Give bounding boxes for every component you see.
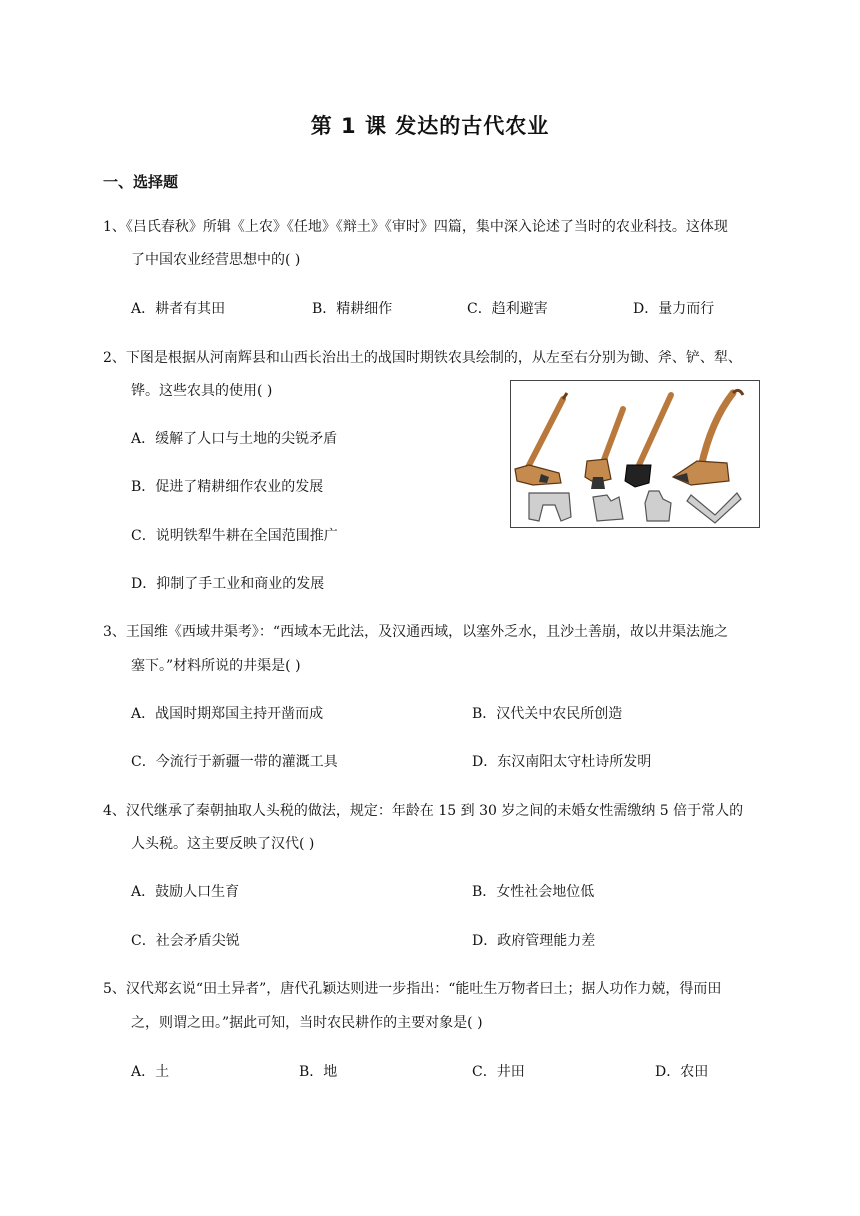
question-1-option-b: B．精耕细作	[312, 301, 393, 317]
question-3-option-b: B．汉代关中农民所创造	[472, 706, 623, 722]
question-1-option-d: D．量力而行	[633, 301, 715, 317]
iron-farm-tools-figure	[510, 380, 760, 528]
question-4-option-a: A．鼓励人口生育	[131, 884, 240, 900]
question-5-option-d: D．农田	[655, 1064, 709, 1080]
question-2-text-line-1: 2、下图是根据从河南辉县和山西长治出土的战国时期铁农具绘制的，从左至右分别为锄、斧、铲、犁、	[103, 350, 742, 366]
question-5-option-c: C．井田	[472, 1064, 525, 1080]
question-4-option-d: D．政府管理能力差	[472, 933, 596, 949]
question-2-option-d: D．抑制了手工业和商业的发展	[131, 576, 325, 592]
question-2-option-a: A．缓解了人口与土地的尖锐矛盾	[131, 431, 338, 447]
question-2-option-c: C．说明铁犁牛耕在全国范围推广	[131, 528, 338, 544]
question-2-option-b: B．促进了精耕细作农业的发展	[131, 479, 324, 495]
question-5-text-line-2: 之，则谓之田。”据此可知，当时农民耕作的主要对象是( )	[131, 1015, 483, 1031]
question-5-option-b: B．地	[299, 1064, 338, 1080]
question-4-text-line-2: 人头税。这主要反映了汉代( )	[131, 836, 315, 852]
question-3-option-d: D．东汉南阳太守杜诗所发明	[472, 754, 652, 770]
shovel-drawing	[625, 395, 671, 487]
question-2-text-line-2: 铧。这些农具的使用( )	[131, 383, 273, 399]
plough-drawing	[673, 390, 743, 485]
question-4-option-c: C．社会矛盾尖锐	[131, 933, 240, 949]
question-1-option-c: C．趋利避害	[467, 301, 548, 317]
question-3-text-line-1: 3、王国维《西域井渠考》：“西域本无此法，及汉通西域，以塞外乏水，且沙土善崩，故以井渠法施之	[103, 624, 729, 640]
question-3-text-line-2: 塞下。”材料所说的井渠是( )	[131, 658, 301, 674]
axe-drawing	[585, 409, 623, 489]
question-1-text-line-2: 了中国农业经营思想中的( )	[131, 252, 301, 268]
farm-tools-drawing	[511, 381, 759, 527]
page-title: 第 1 课 发达的古代农业	[310, 114, 550, 138]
question-3-option-a: A．战国时期郑国主持开凿而成	[131, 706, 324, 722]
hoe-drawing	[515, 393, 567, 485]
question-3-option-c: C．今流行于新疆一带的灌溉工具	[131, 754, 338, 770]
section-heading: 一、选择题	[103, 173, 179, 191]
question-4-option-b: B．女性社会地位低	[472, 884, 595, 900]
iron-heads-row	[529, 491, 741, 523]
question-4-text-line-1: 4、汉代继承了秦朝抽取人头税的做法，规定：年龄在 15 到 30 岁之间的未婚女性需缴纳 5 倍于常人的	[103, 803, 744, 819]
question-5-text-line-1: 5、汉代郑玄说“田土异者”，唐代孔颖达则进一步指出：“能吐生万物者曰土；据人功作力兢，得而田	[103, 981, 722, 997]
question-1-text-line-1: 1、《吕氏春秋》所辑《上农》《任地》《辩土》《审时》四篇，集中深入论述了当时的农业科技。这体现	[103, 219, 728, 235]
question-5-option-a: A．土	[131, 1064, 170, 1080]
question-1-option-a: A．耕者有其田	[131, 301, 226, 317]
